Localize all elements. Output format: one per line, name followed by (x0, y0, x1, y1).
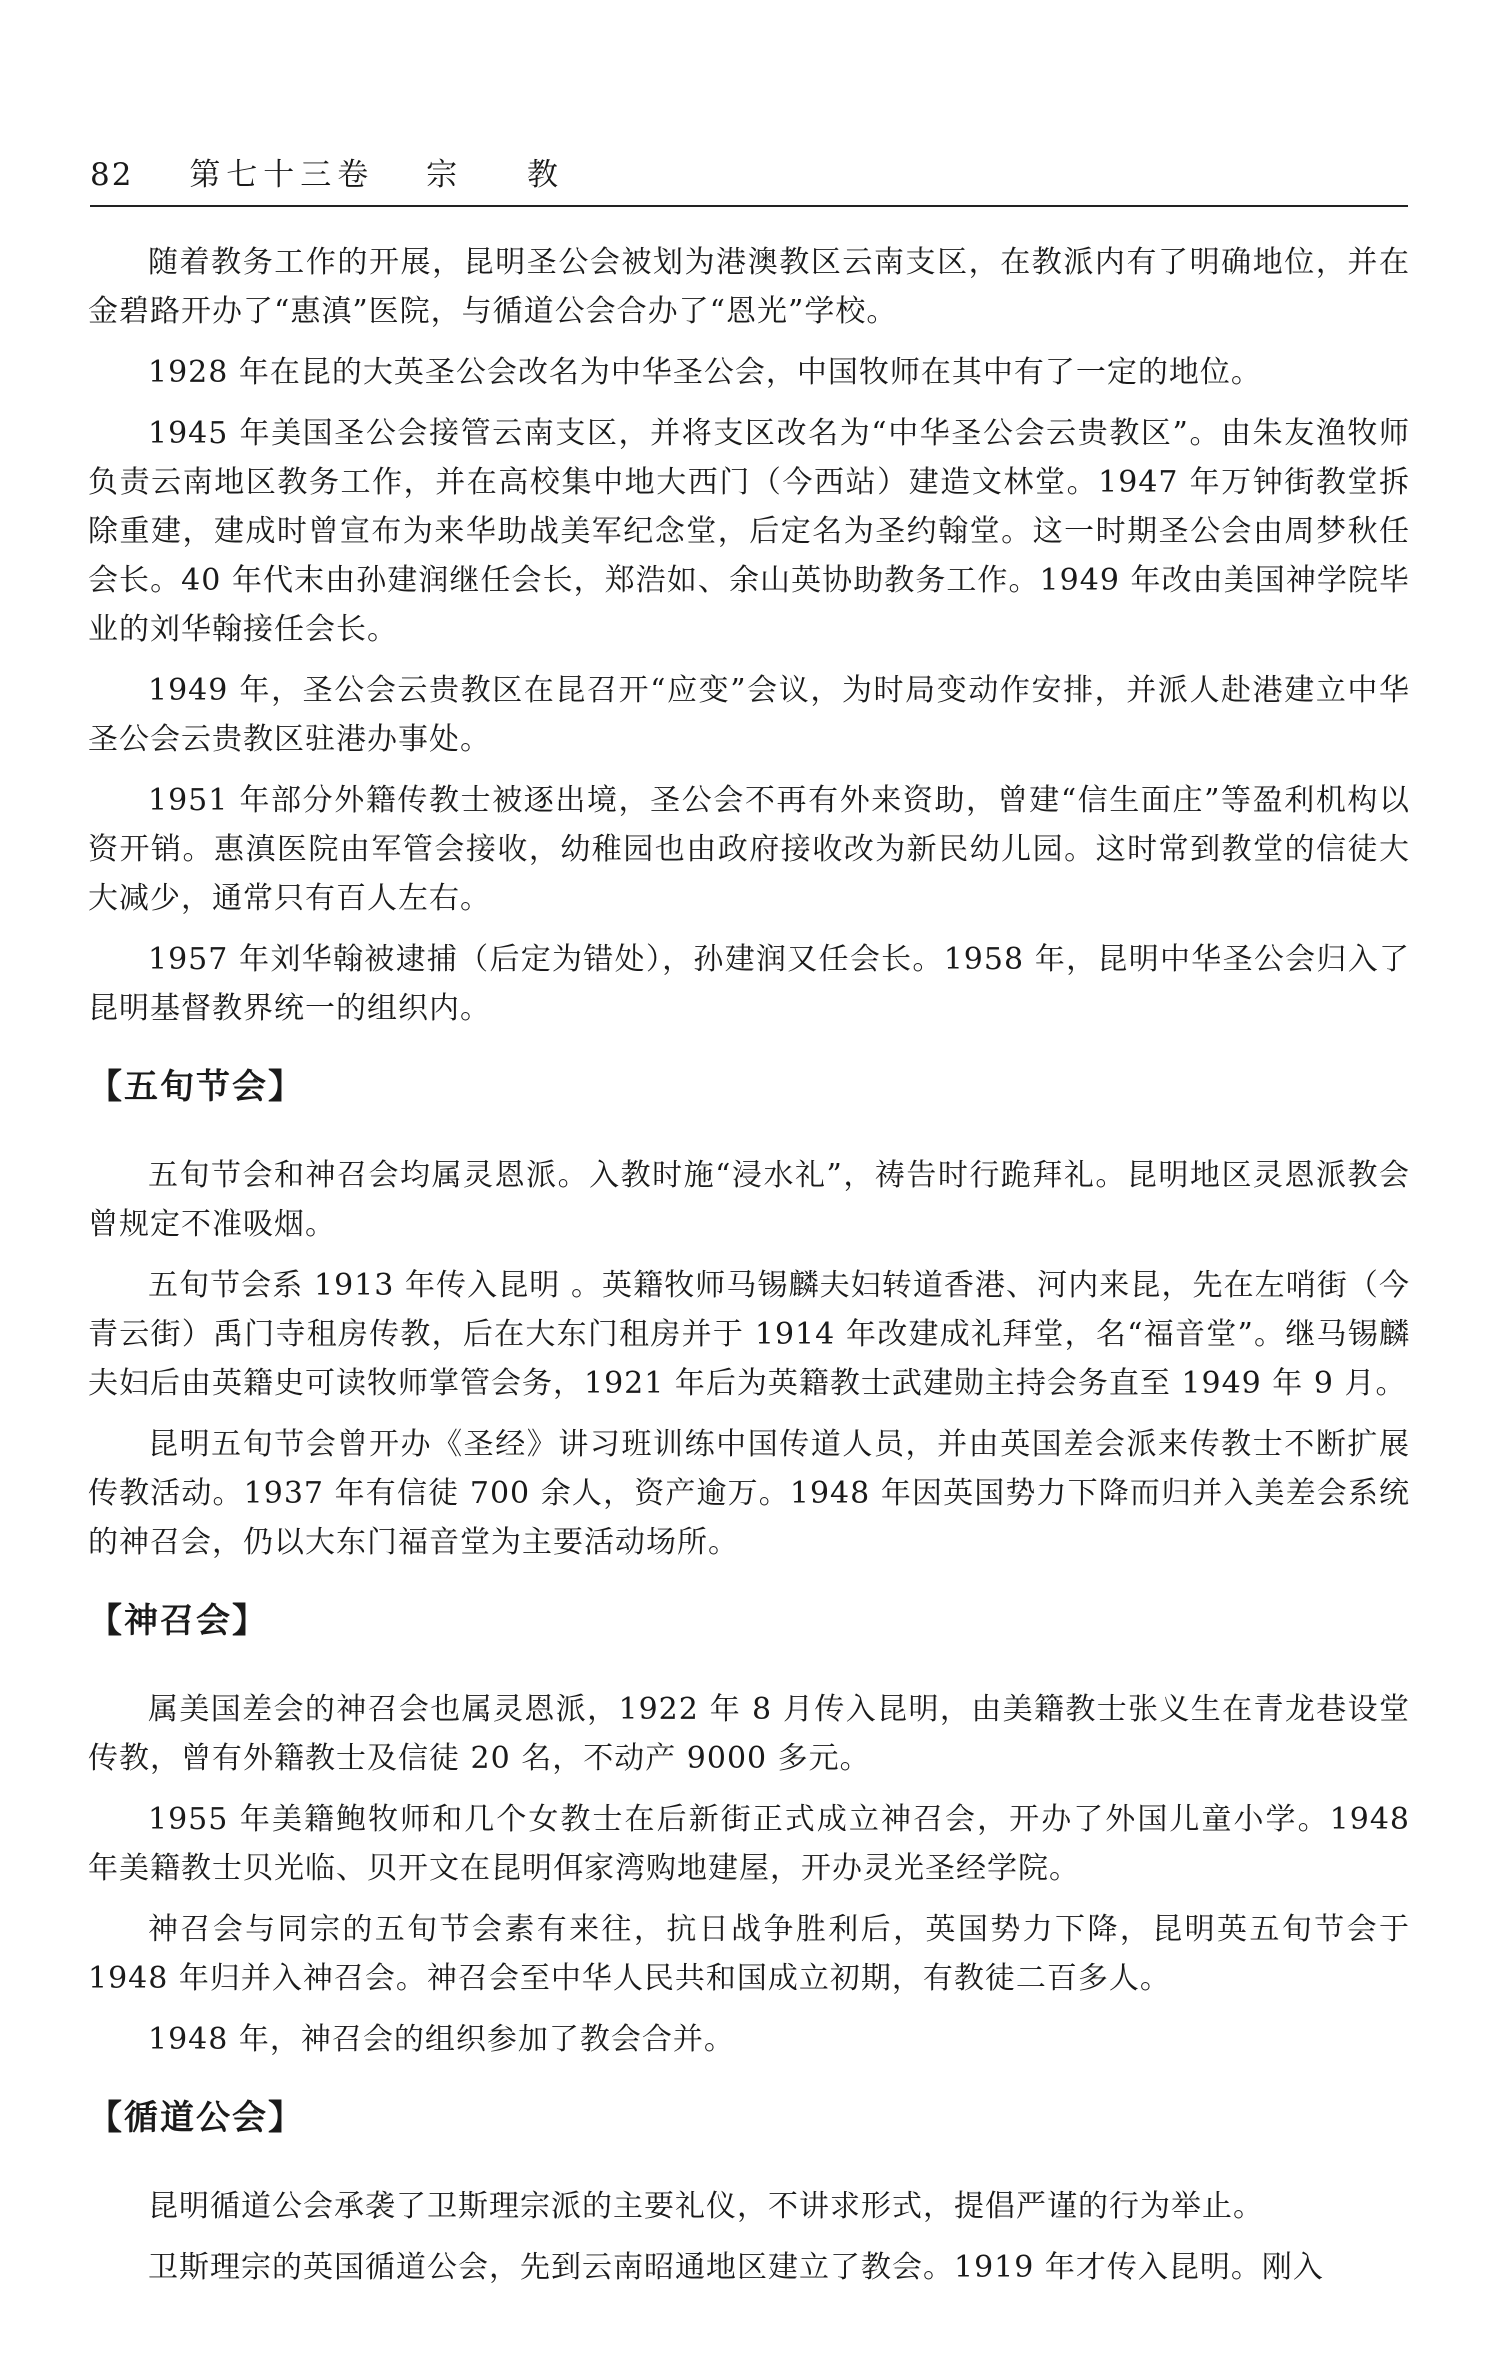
header-rule (90, 205, 1408, 207)
page-number: 82 (90, 157, 134, 193)
paragraph: 卫斯理宗的英国循道公会，先到云南昭通地区建立了教会。1919 年才传入昆明。刚入 (148, 2250, 1324, 2285)
page-body (88, 238, 1410, 2292)
running-header (90, 150, 1410, 200)
section-heading-assemblies: 【神召会】 (88, 1601, 268, 1641)
paragraph: 昆明循道公会承袭了卫斯理宗派的主要礼仪，不讲求形式，提倡严谨的行为举止。 (148, 2189, 1264, 2224)
paragraph: 1928 年在昆的大英圣公会改名为中华圣公会，中国牧师在其中有了一定的地位。 (148, 355, 1262, 390)
volume-title: 第七十三卷 (189, 157, 375, 193)
paragraph: 五旬节会系 1913 年传入昆明 。英籍牧师马锡麟夫妇转道香港、河内来昆，先在左哨街（今青云街）禹门寺租房传教，后在大东门租房并于 1914 年改建成礼拜堂，名“福音堂”。继马锡麟夫妇后由英籍史可读牧师掌管会务，1921 年后为英籍教士武建勋主持会务直至 1949 年 9 月。 (88, 1268, 1410, 1401)
paragraph: 属美国差会的神召会也属灵恩派，1922 年 8 月传入昆明，由美籍教士张义生在青龙巷设堂传教，曾有外籍教士及信徒 20 名，不动产 9000 多元。 (88, 1692, 1410, 1776)
paragraph: 1945 年美国圣公会接管云南支区，并将支区改名为“中华圣公会云贵教区”。由朱友渔牧师负责云南地区教务工作，并在高校集中地大西门（今西站）建造文林堂。1947 年万钟街教堂拆除重建，建成时曾宣布为来华助战美军纪念堂，后定名为圣约翰堂。这一时期圣公会由周梦秋任会长。40 年代末由孙建润继任会长，郑浩如、余山英协助教务工作。1949 年改由美国神学院毕业的刘华翰接任会长。 (88, 416, 1410, 647)
paragraph: 五旬节会和神召会均属灵恩派。入教时施“浸水礼”，祷告时行跪拜礼。昆明地区灵恩派教会曾规定不准吸烟。 (88, 1158, 1410, 1242)
paragraph: 随着教务工作的开展，昆明圣公会被划为港澳教区云南支区，在教派内有了明确地位，并在金碧路开办了“惠滇”医院，与循道公会合办了“恩光”学校。 (88, 245, 1410, 329)
paragraph: 1951 年部分外籍传教士被逐出境，圣公会不再有外来资助，曾建“信生面庄”等盈利机构以资开销。惠滇医院由军管会接收，幼稚园也由政府接收改为新民幼儿园。这时常到教堂的信徒大大减少，通常只有百人左右。 (88, 783, 1410, 916)
section-heading-pentecost: 【五旬节会】 (88, 1067, 304, 1107)
paragraph: 神召会与同宗的五旬节会素有来往，抗日战争胜利后，英国势力下降，昆明英五旬节会于 1948 年归并入神召会。神召会至中华人民共和国成立初期，有教徒二百多人。 (88, 1912, 1410, 1996)
paragraph: 1957 年刘华翰被逮捕（后定为错处），孙建润又任会长。1958 年，昆明中华圣公会归入了昆明基督教界统一的组织内。 (88, 942, 1410, 1026)
paragraph: 1948 年，神召会的组织参加了教会合并。 (148, 2022, 735, 2057)
section-heading-methodist: 【循道公会】 (88, 2098, 304, 2138)
paragraph: 1955 年美籍鲍牧师和几个女教士在后新街正式成立神召会，开办了外国儿童小学。1948 年美籍教士贝光临、贝开文在昆明佴家湾购地建屋，开办灵光圣经学院。 (88, 1802, 1410, 1886)
paragraph: 1949 年，圣公会云贵教区在昆召开“应变”会议，为时局变动作安排，并派人赴港建立中华圣公会云贵教区驻港办事处。 (88, 673, 1410, 757)
subject-title: 宗 教 (426, 157, 589, 193)
paragraph: 昆明五旬节会曾开办《圣经》讲习班训练中国传道人员，并由英国差会派来传教士不断扩展传教活动。1937 年有信徒 700 余人，资产逾万。1948 年因英国势力下降而归并入美差会系统的神召会，仍以大东门福音堂为主要活动场所。 (88, 1427, 1410, 1560)
